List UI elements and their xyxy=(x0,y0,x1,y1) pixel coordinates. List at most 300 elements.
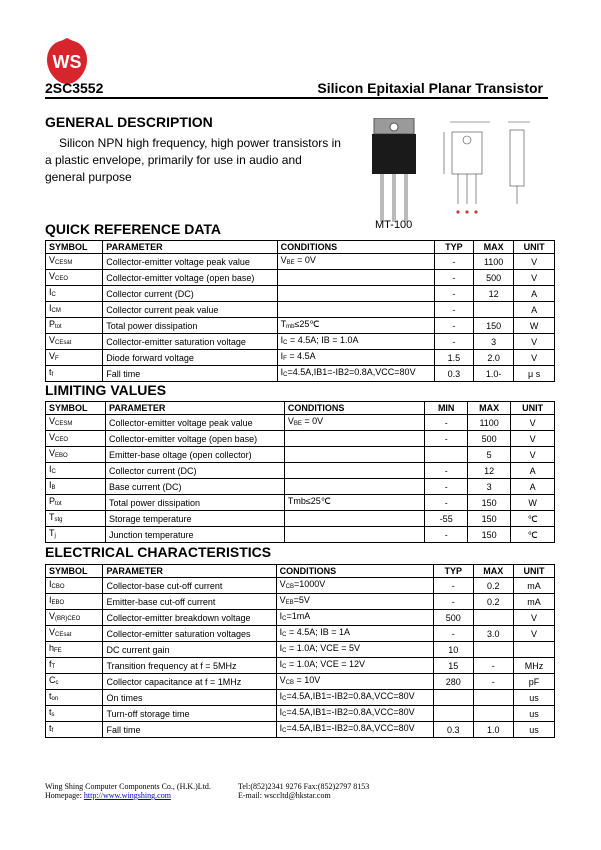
unit-cell: us xyxy=(514,722,555,738)
table-row xyxy=(46,658,555,674)
max-cell xyxy=(473,610,514,626)
column-header: MAX xyxy=(467,402,510,415)
conditions-cell xyxy=(284,479,425,495)
conditions-cell xyxy=(284,431,425,447)
symbol-subscript: C xyxy=(51,292,56,298)
conditions-cell xyxy=(276,690,433,706)
part-number: 2SC3552 xyxy=(45,80,104,96)
parameter-cell: Collector capacitance at f = 1MHz xyxy=(103,674,276,690)
limiting-heading: LIMITING VALUES xyxy=(45,382,167,398)
limiting-values-table xyxy=(45,401,555,543)
table-row xyxy=(46,302,555,318)
table-row xyxy=(46,431,555,447)
condition-subscript: C xyxy=(282,616,287,622)
symbol-subscript: f xyxy=(51,728,54,734)
condition-subscript: C xyxy=(282,648,287,654)
quick-reference-table xyxy=(45,240,555,382)
condition-subscript: EB xyxy=(285,600,294,606)
conditions-cell xyxy=(284,527,425,543)
max-cell: 5 xyxy=(467,447,510,463)
footer-homepage-label: Homepage: xyxy=(45,791,82,800)
column-header: MAX xyxy=(473,565,514,578)
symbol-main: V xyxy=(49,351,56,361)
condition-subscript: CB xyxy=(285,584,294,590)
package-label: MT-100 xyxy=(375,219,413,231)
symbol-cell xyxy=(46,594,103,610)
symbol-main: I xyxy=(49,464,52,474)
conditions-cell xyxy=(277,254,434,270)
electrical-heading: ELECTRICAL CHARACTERISTICS xyxy=(45,544,272,560)
value-cell: - xyxy=(434,270,473,286)
parameter-cell: Fall time xyxy=(103,722,276,738)
condition-main: I xyxy=(279,611,283,621)
value-cell: 10 xyxy=(433,642,473,658)
unit-cell: mA xyxy=(514,578,555,594)
condition-main: V xyxy=(279,675,286,685)
conditions-cell xyxy=(277,366,434,382)
symbol-subscript: on xyxy=(51,696,59,702)
conditions-cell xyxy=(276,642,433,658)
unit-cell: MHz xyxy=(514,658,555,674)
condition-subscript: BE xyxy=(293,421,302,427)
unit-cell: A xyxy=(514,286,555,302)
condition-rest: =4.5A,IB1=-IB2=0.8A,VCC=80V xyxy=(287,367,416,377)
unit-cell: us xyxy=(514,690,555,706)
symbol-cell xyxy=(46,366,103,382)
symbol-cell xyxy=(46,527,106,543)
symbol-main: V xyxy=(49,271,56,281)
parameter-cell: Collector-emitter voltage (open base) xyxy=(106,431,285,447)
parameter-cell: Emitter-base oltage (open collector) xyxy=(106,447,285,463)
parameter-cell: Fall time xyxy=(103,366,277,382)
unit-cell: mA xyxy=(514,594,555,610)
value-cell: - xyxy=(434,286,473,302)
column-header: SYMBOL xyxy=(46,565,103,578)
conditions-cell xyxy=(276,594,433,610)
parameter-cell: Emitter-base cut-off current xyxy=(103,594,276,610)
conditions-cell xyxy=(277,270,434,286)
table-row xyxy=(46,594,555,610)
condition-subscript: C xyxy=(283,372,288,378)
value-cell: - xyxy=(425,527,467,543)
parameter-cell: Turn-off storage time xyxy=(103,706,276,722)
unit-cell: A xyxy=(511,479,555,495)
condition-main: I xyxy=(280,367,284,377)
symbol-cell xyxy=(46,511,106,527)
max-cell xyxy=(473,690,514,706)
unit-cell: ℃ xyxy=(511,511,555,527)
condition-rest: = 1.0A; VCE = 5V xyxy=(286,643,361,653)
table-row xyxy=(46,415,555,431)
symbol-cell xyxy=(46,479,106,495)
column-header: UNIT xyxy=(511,402,555,415)
condition-subscript: F xyxy=(283,356,287,362)
parameter-cell: Transition frequency at f = 5MHz xyxy=(103,658,276,674)
footer-email: wsccltd@hkstar.com xyxy=(264,791,331,800)
symbol-subscript: (BR)CEO xyxy=(55,616,81,622)
symbol-cell xyxy=(46,658,103,674)
quick-heading: QUICK REFERENCE DATA xyxy=(45,221,222,237)
table-row xyxy=(46,626,555,642)
max-cell: 0.2 xyxy=(473,594,514,610)
conditions-cell xyxy=(276,578,433,594)
max-cell: 1100 xyxy=(474,254,514,270)
symbol-main: I xyxy=(49,480,52,490)
condition-main: I xyxy=(279,643,283,653)
unit-cell: V xyxy=(511,447,555,463)
symbol-subscript: tot xyxy=(55,501,62,507)
condition-rest: = 0V xyxy=(294,255,316,265)
table-row xyxy=(46,447,555,463)
unit-cell: W xyxy=(511,495,555,511)
symbol-main: P xyxy=(49,319,56,329)
parameter-cell: Collector-emitter breakdown voltage xyxy=(103,610,276,626)
condition-subscript: C xyxy=(282,696,287,702)
symbol-cell xyxy=(46,254,103,270)
symbol-cell xyxy=(46,626,103,642)
condition-subscript: mb xyxy=(286,324,295,330)
conditions-cell xyxy=(276,722,433,738)
conditions-cell xyxy=(276,610,433,626)
condition-rest: =1mA xyxy=(286,611,311,621)
condition-rest: =1000V xyxy=(294,579,326,589)
symbol-main: V xyxy=(49,335,56,345)
unit-cell xyxy=(514,642,555,658)
symbol-main: I xyxy=(49,287,52,297)
max-cell: 1.0 xyxy=(473,722,514,738)
condition-main: V xyxy=(287,416,294,426)
symbol-cell xyxy=(46,415,106,431)
value-cell: 15 xyxy=(433,658,473,674)
max-cell xyxy=(473,642,514,658)
column-header: CONDITIONS xyxy=(277,241,434,254)
parameter-cell: Collector-emitter voltage (open base) xyxy=(103,270,277,286)
table-header-row xyxy=(46,241,555,254)
unit-cell: V xyxy=(514,626,555,642)
symbol-main: t xyxy=(49,707,52,717)
unit-cell: V xyxy=(514,254,555,270)
unit-cell: pF xyxy=(514,674,555,690)
symbol-cell xyxy=(46,286,103,302)
value-cell: - xyxy=(434,318,473,334)
parameter-cell: Collector-emitter saturation voltage xyxy=(103,334,277,350)
value-cell: - xyxy=(425,415,467,431)
conditions-cell xyxy=(284,463,425,479)
symbol-main: h xyxy=(49,643,55,653)
unit-cell: W xyxy=(514,318,555,334)
value-cell: 280 xyxy=(433,674,473,690)
value-cell: - xyxy=(434,254,473,270)
parameter-cell: Total power dissipation xyxy=(106,495,285,511)
column-header: PARAMETER xyxy=(106,402,285,415)
column-header: TYP xyxy=(433,565,473,578)
conditions-cell xyxy=(277,334,434,350)
value-cell: - xyxy=(433,594,473,610)
unit-cell: V xyxy=(511,431,555,447)
max-cell: 150 xyxy=(467,511,510,527)
company-logo xyxy=(45,38,89,86)
unit-cell: A xyxy=(514,302,555,318)
unit-cell: V xyxy=(514,270,555,286)
symbol-cell xyxy=(46,318,103,334)
condition-main: I xyxy=(280,335,284,345)
parameter-cell: Collector-emitter saturation voltages xyxy=(103,626,276,642)
column-header: UNIT xyxy=(514,565,555,578)
condition-rest: = 10V xyxy=(294,675,321,685)
condition-rest: =4.5A,IB1=-IB2=0.8A,VCC=80V xyxy=(286,723,415,733)
condition-main: V xyxy=(279,595,286,605)
max-cell: 150 xyxy=(474,318,514,334)
symbol-subscript: CEO xyxy=(55,437,69,443)
max-cell xyxy=(473,706,514,722)
value-cell: 500 xyxy=(433,610,473,626)
parameter-cell: Collector current (DC) xyxy=(106,463,285,479)
symbol-cell xyxy=(46,463,106,479)
value-cell: - xyxy=(425,495,467,511)
condition-main: I xyxy=(279,707,283,717)
symbol-cell xyxy=(46,431,106,447)
max-cell: - xyxy=(473,658,514,674)
value-cell xyxy=(433,690,473,706)
symbol-subscript: T xyxy=(51,664,56,670)
unit-cell: V xyxy=(514,350,555,366)
conditions-cell xyxy=(276,658,433,674)
header-divider xyxy=(45,97,548,99)
symbol-cell xyxy=(46,270,103,286)
conditions-cell xyxy=(276,674,433,690)
condition-subscript: C xyxy=(282,664,287,670)
condition-main: I xyxy=(279,723,283,733)
symbol-main: t xyxy=(49,723,52,733)
unit-cell: A xyxy=(511,463,555,479)
value-cell: 1.5 xyxy=(434,350,473,366)
parameter-cell: Collector current (DC) xyxy=(103,286,277,302)
symbol-subscript: CEO xyxy=(55,276,69,282)
condition-main: I xyxy=(280,351,284,361)
symbol-main: t xyxy=(49,691,52,701)
value-cell: - xyxy=(425,479,467,495)
table-row xyxy=(46,610,555,626)
unit-cell: us xyxy=(514,706,555,722)
column-header: TYP xyxy=(434,241,473,254)
unit-cell: V xyxy=(514,610,555,626)
value-cell: - xyxy=(434,302,473,318)
max-cell: 500 xyxy=(474,270,514,286)
parameter-cell: Collector-emitter voltage peak value xyxy=(106,415,285,431)
symbol-subscript: stg xyxy=(54,517,63,523)
max-cell: 1100 xyxy=(467,415,510,431)
condition-rest: = 4.5A xyxy=(286,351,316,361)
column-header: SYMBOL xyxy=(46,402,106,415)
unit-cell: μ s xyxy=(514,366,555,382)
unit-cell: V xyxy=(511,415,555,431)
svg-text:WS: WS xyxy=(52,52,82,72)
package-image xyxy=(370,118,440,223)
symbol-cell xyxy=(46,722,103,738)
homepage-link[interactable]: http://www.wingshing.com xyxy=(83,791,171,800)
column-header: PARAMETER xyxy=(103,565,276,578)
symbol-subscript: CM xyxy=(51,308,61,314)
table-row xyxy=(46,722,555,738)
symbol-main: C xyxy=(49,675,56,685)
condition-main: V xyxy=(279,579,286,589)
condition-main: T xyxy=(280,319,287,329)
conditions-cell xyxy=(284,415,425,431)
max-cell: 500 xyxy=(467,431,510,447)
max-cell: 0.2 xyxy=(473,578,514,594)
table-header-row xyxy=(46,402,555,415)
parameter-cell: Base current (DC) xyxy=(106,479,285,495)
max-cell: - xyxy=(473,674,514,690)
conditions-cell xyxy=(276,626,433,642)
table-row xyxy=(46,463,555,479)
max-cell: 150 xyxy=(467,495,510,511)
symbol-cell xyxy=(46,578,103,594)
symbol-cell xyxy=(46,674,103,690)
condition-subscript: C xyxy=(282,632,287,638)
value-cell xyxy=(425,447,467,463)
value-cell: 0.3 xyxy=(433,722,473,738)
symbol-subscript: j xyxy=(54,533,56,539)
symbol-cell xyxy=(46,447,106,463)
column-header: CONDITIONS xyxy=(284,402,425,415)
symbol-subscript: CBO xyxy=(51,584,65,590)
table-row xyxy=(46,690,555,706)
parameter-cell: On times xyxy=(103,690,276,706)
table-row xyxy=(46,270,555,286)
table-row xyxy=(46,578,555,594)
condition-subscript: C xyxy=(282,728,287,734)
condition-rest: =4.5A,IB1=-IB2=0.8A,VCC=80V xyxy=(286,707,415,717)
condition-main: I xyxy=(279,691,283,701)
max-cell: 1.0- xyxy=(474,366,514,382)
condition-rest: =4.5A,IB1=-IB2=0.8A,VCC=80V xyxy=(286,691,415,701)
symbol-subscript: s xyxy=(51,712,55,718)
symbol-main: I xyxy=(49,579,52,589)
document-title: Silicon Epitaxial Planar Transistor xyxy=(317,80,543,96)
symbol-subscript: B xyxy=(51,485,56,491)
parameter-cell: Total power dissipation xyxy=(103,318,277,334)
condition-rest: Tmb≤25℃ xyxy=(287,496,331,506)
value-cell: - xyxy=(434,334,473,350)
symbol-cell xyxy=(46,690,103,706)
table-header-row xyxy=(46,565,555,578)
parameter-cell: Collector current peak value xyxy=(103,302,277,318)
column-header: MAX xyxy=(474,241,514,254)
footer-tel: Tel:(852)2341 9276 Fax:(852)2797 8153 xyxy=(238,782,370,791)
symbol-main: T xyxy=(49,528,55,538)
symbol-subscript: CESM xyxy=(55,260,73,266)
condition-subscript: CB xyxy=(285,680,294,686)
column-header: MIN xyxy=(425,402,467,415)
max-cell: 3.0 xyxy=(473,626,514,642)
column-header: SYMBOL xyxy=(46,241,103,254)
max-cell: 3 xyxy=(474,334,514,350)
conditions-cell xyxy=(277,350,434,366)
symbol-cell xyxy=(46,350,103,366)
parameter-cell: DC current gain xyxy=(103,642,276,658)
unit-cell: V xyxy=(514,334,555,350)
max-cell: 12 xyxy=(467,463,510,479)
condition-subscript: C xyxy=(282,712,287,718)
table-row xyxy=(46,334,555,350)
condition-main: V xyxy=(280,255,287,265)
condition-rest: ≤25℃ xyxy=(294,319,320,329)
conditions-cell xyxy=(277,318,434,334)
column-header: CONDITIONS xyxy=(276,565,433,578)
unit-cell: ℃ xyxy=(511,527,555,543)
condition-rest: = 4.5A; IB = 1A xyxy=(286,627,351,637)
symbol-subscript: EBO xyxy=(55,453,68,459)
general-heading: GENERAL DESCRIPTION xyxy=(45,114,213,130)
condition-subscript: BE xyxy=(286,260,295,266)
footer-company: Wing Shing Computer Components Co., (H.K.)Ltd. xyxy=(45,782,211,791)
max-cell xyxy=(474,302,514,318)
symbol-main: T xyxy=(49,512,55,522)
value-cell: - xyxy=(433,626,473,642)
table-row xyxy=(46,527,555,543)
table-row xyxy=(46,674,555,690)
general-description: Silicon NPN high frequency, high power transistors in a plastic envelope, primarily for use in audio and general purpose xyxy=(45,136,341,184)
symbol-cell xyxy=(46,642,103,658)
parameter-cell: Collector-emitter voltage peak value xyxy=(103,254,277,270)
symbol-main: I xyxy=(49,303,52,313)
symbol-main: t xyxy=(49,367,52,377)
value-cell: - xyxy=(425,431,467,447)
conditions-cell xyxy=(277,286,434,302)
symbol-subscript: C xyxy=(51,469,56,475)
column-header: PARAMETER xyxy=(103,241,277,254)
value-cell: - xyxy=(425,463,467,479)
table-row xyxy=(46,366,555,382)
condition-rest: = 0V xyxy=(301,416,324,426)
footer-email-label: E-mail: xyxy=(238,791,262,800)
symbol-subscript: FE xyxy=(54,648,62,654)
max-cell: 12 xyxy=(474,286,514,302)
symbol-subscript: EBO xyxy=(51,600,65,606)
table-row xyxy=(46,479,555,495)
table-row xyxy=(46,350,555,366)
condition-rest: =5V xyxy=(293,595,310,605)
max-cell: 2.0 xyxy=(474,350,514,366)
symbol-subscript: CEsat xyxy=(55,340,72,346)
symbol-subscript: tot xyxy=(55,324,62,330)
value-cell: -55 xyxy=(425,511,467,527)
symbol-main: V xyxy=(49,611,56,621)
value-cell: - xyxy=(433,578,473,594)
conditions-cell xyxy=(284,447,425,463)
conditions-cell xyxy=(284,511,425,527)
table-row xyxy=(46,642,555,658)
condition-rest: = 4.5A; IB = 1.0A xyxy=(287,335,359,345)
symbol-subscript: CEsat xyxy=(55,632,72,638)
symbol-main: f xyxy=(49,659,52,669)
electrical-characteristics-table xyxy=(45,564,555,738)
value-cell xyxy=(433,706,473,722)
max-cell: 3 xyxy=(467,479,510,495)
value-cell: 0.3 xyxy=(434,366,473,382)
table-row xyxy=(46,495,555,511)
symbol-main: V xyxy=(49,416,56,426)
symbol-subscript: c xyxy=(55,680,59,686)
symbol-main: P xyxy=(49,496,56,506)
table-row xyxy=(46,511,555,527)
symbol-main: I xyxy=(49,595,52,605)
symbol-subscript: f xyxy=(51,372,54,378)
condition-rest: = 1.0A; VCE = 12V xyxy=(286,659,366,669)
footer-left xyxy=(45,782,211,800)
footer-right xyxy=(238,782,369,800)
